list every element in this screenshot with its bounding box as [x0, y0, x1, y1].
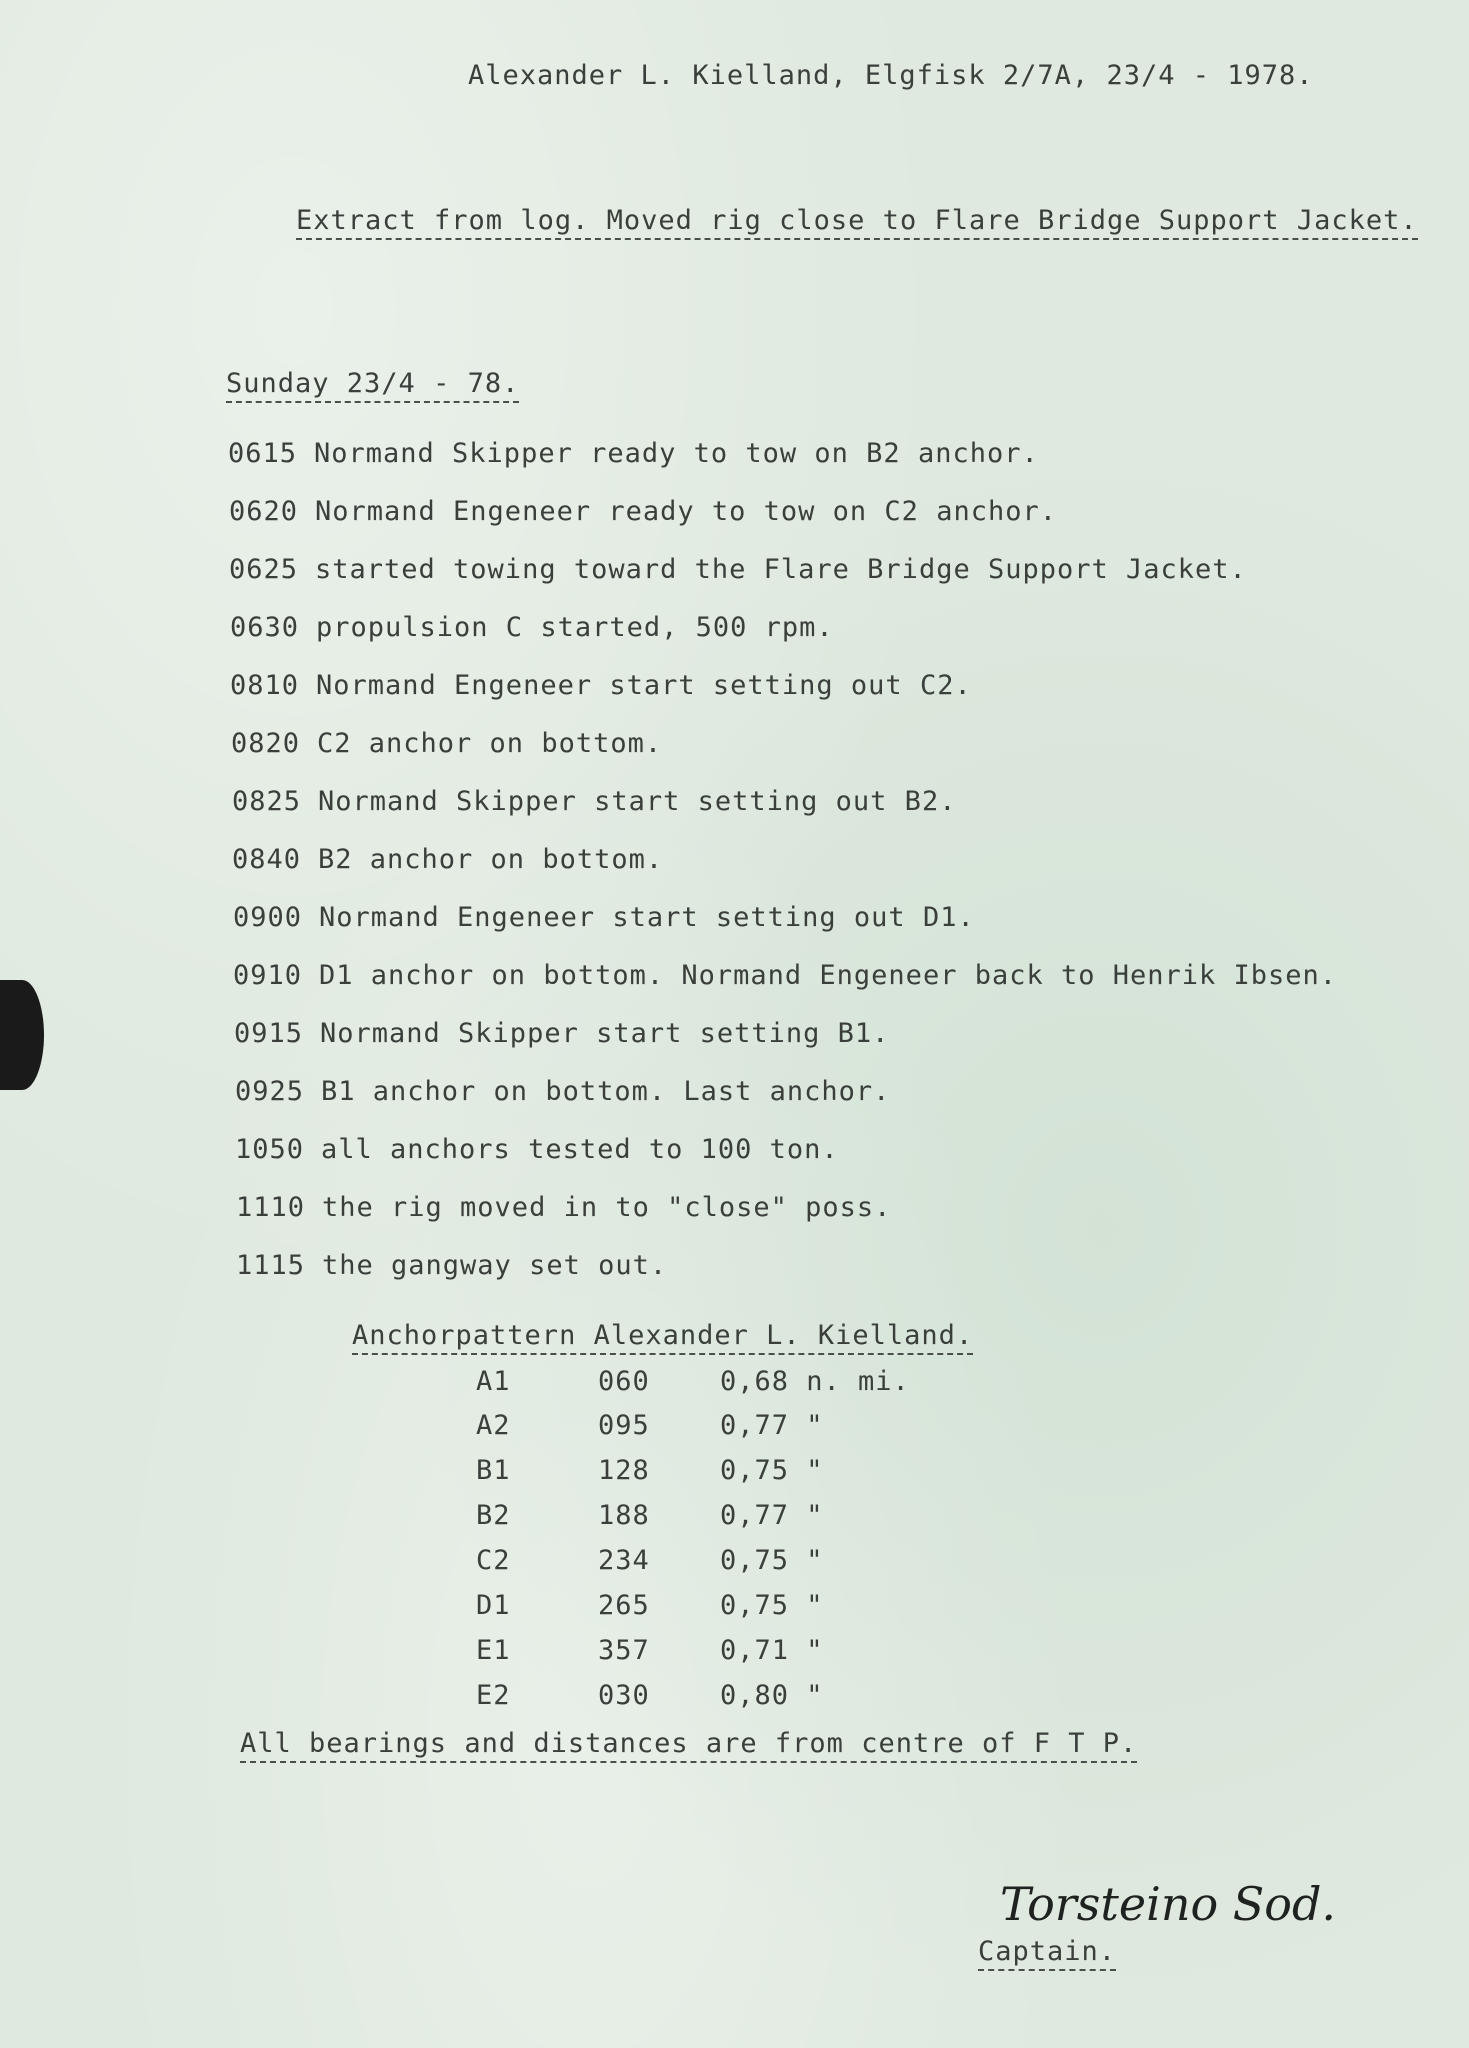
- log-entry: [236, 1192, 891, 1223]
- log-text: B1 anchor on bottom. Last anchor.: [321, 1076, 891, 1107]
- anchor-id: E1: [476, 1635, 511, 1666]
- log-subtitle: Extract from log. Moved rig close to Flare Bridge Support Jacket.: [296, 205, 1418, 240]
- document-header: Alexander L. Kielland, Elgfisk 2/7A, 23/4 - 1978.: [468, 60, 1314, 91]
- log-time: 0925: [235, 1076, 305, 1107]
- log-time: 0820: [231, 728, 301, 759]
- log-entry: [232, 786, 956, 817]
- log-entry: [230, 670, 972, 701]
- anchor-bearing: 095: [598, 1410, 650, 1441]
- log-entry: [230, 612, 834, 643]
- log-text: D1 anchor on bottom. Normand Engeneer back to Henrik Ibsen.: [319, 960, 1338, 991]
- anchor-distance: 0,71 ": [720, 1635, 824, 1666]
- anchor-distance: 0,77 ": [720, 1500, 824, 1531]
- anchor-distance: 0,68 n. mi.: [720, 1366, 910, 1397]
- log-text: B2 anchor on bottom.: [318, 844, 664, 875]
- anchor-id: B2: [476, 1500, 511, 1531]
- log-text: Normand Engeneer start setting out D1.: [319, 902, 975, 933]
- log-time: 0620: [229, 496, 299, 527]
- log-text: Normand Skipper start setting B1.: [320, 1018, 890, 1049]
- log-time: 0825: [232, 786, 302, 817]
- log-time: 0910: [233, 960, 303, 991]
- log-time: 0840: [232, 844, 302, 875]
- log-text: Normand Engeneer start setting out C2.: [316, 670, 972, 701]
- anchor-bearing: 265: [598, 1590, 650, 1621]
- footer-note: All bearings and distances are from centre of F T P.: [240, 1728, 1137, 1763]
- anchor-bearing: 128: [598, 1455, 650, 1486]
- anchor-bearing: 357: [598, 1635, 650, 1666]
- anchor-bearing: 060: [598, 1366, 650, 1397]
- log-time: 1115: [236, 1250, 306, 1281]
- anchor-id: E2: [476, 1680, 511, 1711]
- ink-blot: [0, 980, 44, 1090]
- anchor-distance: 0,75 ": [720, 1455, 824, 1486]
- captain-signature: [980, 1868, 1400, 1938]
- anchor-id: A2: [476, 1410, 511, 1441]
- log-time: 0915: [234, 1018, 304, 1049]
- log-text: started towing toward the Flare Bridge Support Jacket.: [315, 554, 1247, 585]
- log-entry: [235, 1076, 890, 1107]
- log-text: the gangway set out.: [322, 1250, 668, 1281]
- anchor-distance: 0,75 ": [720, 1545, 824, 1576]
- log-text: propulsion C started, 500 rpm.: [316, 612, 834, 643]
- log-text: Normand Skipper start setting out B2.: [318, 786, 957, 817]
- svg-text:Torsteino Sod.: Torsteino Sod.: [1000, 1877, 1337, 1931]
- log-entry: [234, 1018, 889, 1049]
- anchor-bearing: 234: [598, 1545, 650, 1576]
- log-time: 1050: [235, 1134, 305, 1165]
- log-entry: [233, 960, 1337, 991]
- anchor-distance: 0,77 ": [720, 1410, 824, 1441]
- anchor-distance: 0,80 ": [720, 1680, 824, 1711]
- log-time: 0810: [230, 670, 300, 701]
- log-entry: [232, 844, 663, 875]
- log-time: 0625: [229, 554, 299, 585]
- anchor-id: D1: [476, 1590, 511, 1621]
- log-entry: [236, 1250, 667, 1281]
- anchor-id: A1: [476, 1366, 511, 1397]
- date-heading: Sunday 23/4 - 78.: [226, 368, 519, 403]
- log-text: Normand Skipper ready to tow on B2 anchor.: [314, 438, 1039, 469]
- log-entry: [229, 554, 1247, 585]
- anchor-distance: 0,75 ": [720, 1590, 824, 1621]
- log-entry: [231, 728, 662, 759]
- anchor-id: C2: [476, 1545, 511, 1576]
- log-text: Normand Engeneer ready to tow on C2 anchor.: [315, 496, 1057, 527]
- log-entry: [228, 438, 1039, 469]
- log-text: all anchors tested to 100 ton.: [321, 1134, 839, 1165]
- anchor-bearing: 188: [598, 1500, 650, 1531]
- signature-title: Captain.: [978, 1936, 1116, 1971]
- log-entry: [229, 496, 1057, 527]
- log-text: C2 anchor on bottom.: [317, 728, 663, 759]
- anchor-pattern-heading: Anchorpattern Alexander L. Kielland.: [352, 1320, 973, 1355]
- log-entry: [233, 902, 975, 933]
- anchor-bearing: 030: [598, 1680, 650, 1711]
- log-time: 1110: [236, 1192, 306, 1223]
- log-time: 0900: [233, 902, 303, 933]
- log-text: the rig moved in to "close" poss.: [322, 1192, 892, 1223]
- log-time: 0630: [230, 612, 300, 643]
- log-entry: [235, 1134, 839, 1165]
- log-time: 0615: [228, 438, 298, 469]
- anchor-id: B1: [476, 1455, 511, 1486]
